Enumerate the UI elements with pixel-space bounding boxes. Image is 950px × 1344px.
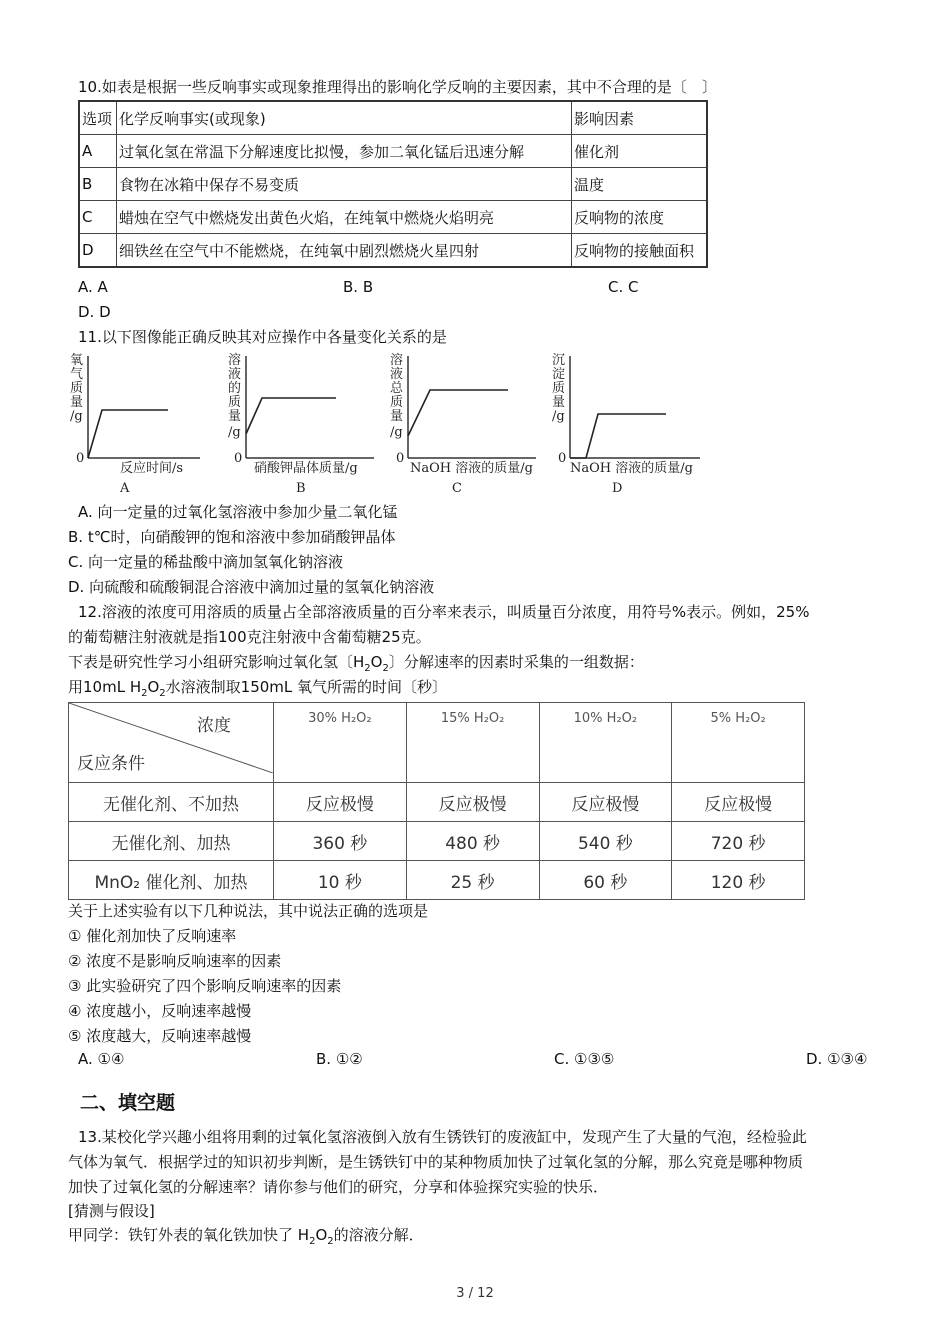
table-cell: 细铁丝在空气中不能燃烧，在纯氧中剧烈燃烧火星四射 [117,234,572,268]
graph-tag: B [296,481,306,496]
graph-curve [408,390,508,436]
y-label: 总 [390,381,404,396]
q10-option-a[interactable]: A. A [78,278,108,296]
header-cell: 选项 [79,101,117,135]
table-cell: 反应极慢 [672,783,805,822]
y-label: 液 [228,367,242,382]
table-row [69,822,805,861]
q10-stem: 10.如表是根据一些反响事实或现象推理得出的影响化学反响的主要因素，其中不合理的是〔 〕 [78,78,717,96]
q12-option-a[interactable]: A. ①④ [78,1050,125,1068]
y-label: 沉 [552,353,566,368]
x-label: NaOH 溶液的质量/g [570,461,693,476]
graph-curve [570,414,666,458]
q11-option-b[interactable]: B. t℃时，向硝酸钾的饱和溶液中参加硝酸钾晶体 [68,528,396,546]
condition-cell: MnO₂ 催化剂、加热 [69,861,274,900]
table-cell: A [79,135,117,168]
y-label: 量 [228,409,242,424]
q12-option-c[interactable]: C. ①③⑤ [554,1050,615,1068]
q13-line5: 甲同学：铁钉外表的氧化铁加快了 $H_2O_2$的溶液分解． [68,1226,424,1247]
table-cell: C [79,201,117,234]
table-row [69,783,805,822]
y-label: 质 [70,381,84,396]
header-cell: 化学反响事实(或现象) [117,101,572,135]
q12-data-table [68,702,805,900]
origin-label: 0 [558,451,567,466]
condition-cell: 无催化剂、加热 [69,822,274,861]
graph-tag: A [120,481,130,496]
table-row [79,201,707,234]
table-cell: 540 秒 [539,822,672,861]
table-cell: 蜡烛在空气中燃烧发出黄色火焰，在纯氧中燃烧火焰明亮 [117,201,572,234]
q11-option-d[interactable]: D. 向硫酸和硫酸铜混合溶液中滴加过量的氢氧化钠溶液 [68,578,435,596]
corner-header [69,703,274,783]
y-label: 淀 [552,367,566,382]
q12-statement: ① 催化剂加快了反响速率 [68,927,237,945]
q12-line2: 的葡萄糖注射液就是指100克注射液中含葡萄糖25克。 [68,628,431,646]
table-cell: 温度 [572,168,708,201]
q13-line3: 加快了过氧化氢的分解速率？请你参与他们的研究，分享和体验探究实验的快乐． [68,1178,609,1196]
q11-option-c[interactable]: C. 向一定量的稀盐酸中滴加氢氧化钠溶液 [68,553,344,571]
table-cell: 反响物的接触面积 [572,234,708,268]
q10-option-b[interactable]: B. B [343,278,374,296]
y-label: 质 [228,395,242,410]
table-cell: 食物在冰箱中保存不易变质 [117,168,572,201]
q12-statement: ⑤ 浓度越大，反响速率越慢 [68,1027,252,1045]
q12-line1: 12.溶液的浓度可用溶质的质量占全部溶液质量的百分率来表示，叫质量百分浓度，用符号%表示。例如，25% [78,603,810,621]
table-cell: 反应极慢 [539,783,672,822]
y-label: /g [70,409,83,424]
x-label: NaOH 溶液的质量/g [410,461,533,476]
table-cell: 反应极慢 [406,783,539,822]
y-label: 液 [390,367,404,382]
y-label: 质 [552,381,566,396]
x-label: 反应时间/s [120,461,184,476]
table-cell: 480 秒 [406,822,539,861]
graph-d [548,350,710,502]
y-label: 的 [228,381,242,396]
graph-b [224,350,384,502]
q12-statement: ④ 浓度越小，反响速率越慢 [68,1002,252,1020]
q12-ask: 关于上述实验有以下几种说法，其中说法正确的选项是 [68,902,429,920]
graph-curve [88,410,168,458]
q12-line4: 用10mL $H_2O_2$水溶液制取150mL 氧气所需的时间〔秒〕 [68,678,448,699]
table-cell: 25 秒 [406,861,539,900]
header-cell: 影响因素 [572,101,708,135]
table-cell: D [79,234,117,268]
graph-a [68,350,208,502]
table-cell: 反响物的浓度 [572,201,708,234]
table-cell: 催化剂 [572,135,708,168]
q12-option-d[interactable]: D. ①③④ [806,1050,868,1068]
table-cell: 10 秒 [274,861,407,900]
q12-statement: ③ 此实验研究了四个影响反响速率的因素 [68,977,342,995]
y-label: 氧 [70,353,84,368]
y-label: 质 [390,395,404,410]
table-row [69,861,805,900]
q10-table [78,100,708,268]
y-label: 量 [552,395,566,410]
table-cell: 反应极慢 [274,783,407,822]
q13-line4: [猜测与假设] [68,1202,155,1220]
q13-line2: 气体为氧气．根据学过的知识初步判断，是生锈铁钉中的某种物质加快了过氧化氢的分解，那么究竟是哪种物质 [68,1153,804,1171]
corner-top-label: 浓度 [197,716,231,736]
condition-cell: 无催化剂、不加热 [69,783,274,822]
conc-header: 30% H₂O₂ [274,703,407,783]
y-label: 溶 [228,353,242,368]
q12-option-b[interactable]: B. ①② [316,1050,363,1068]
table-cell: 720 秒 [672,822,805,861]
table-cell: 过氧化氢在常温下分解速度比拟慢，参加二氧化锰后迅速分解 [117,135,572,168]
y-label: 量 [70,395,84,410]
table-header-row [79,101,707,135]
table-cell: 120 秒 [672,861,805,900]
table-cell: 360 秒 [274,822,407,861]
q11-stem: 11.以下图像能正确反映其对应操作中各量变化关系的是 [78,328,447,346]
graph-curve [246,398,336,434]
graph-tag: C [452,481,462,496]
origin-label: 0 [396,451,405,466]
corner-bottom-label: 反应条件 [77,754,145,774]
q13-line1: 13.某校化学兴趣小组将用剩的过氧化氢溶液倒入放有生锈铁钉的废液缸中，发现产生了大量的气泡，经检验此 [78,1128,807,1146]
x-label: 硝酸钾晶体质量/g [254,461,358,476]
table-row [79,234,707,268]
q12-statement: ② 浓度不是影响反响速率的因素 [68,952,282,970]
table-row [79,168,707,201]
q10-option-d[interactable]: D. D [78,303,111,321]
q12-line3: 下表是研究性学习小组研究影响过氧化氢〔$H_2O_2$〕分解速率的因素时采集的一组数据： [68,653,644,674]
conc-header: 10% H₂O₂ [539,703,672,783]
graph-c [386,350,546,502]
y-label: 量 [390,409,404,424]
origin-label: 0 [76,451,85,466]
conc-header: 15% H₂O₂ [406,703,539,783]
table-row [79,135,707,168]
q10-option-c[interactable]: C. C [608,278,639,296]
y-label: /g [228,425,241,440]
origin-label: 0 [234,451,243,466]
q11-option-a[interactable]: A. 向一定量的过氧化氢溶液中参加少量二氧化锰 [78,503,398,521]
table-cell: B [79,168,117,201]
y-label: 溶 [390,353,404,368]
table-cell: 60 秒 [539,861,672,900]
conc-header: 5% H₂O₂ [672,703,805,783]
graph-tag: D [612,481,623,496]
section-title: 二、填空题 [80,1092,176,1114]
y-label: /g [390,425,403,440]
y-label: 气 [70,367,84,382]
y-label: /g [552,409,565,424]
page-number: 3 / 12 [456,1286,494,1301]
